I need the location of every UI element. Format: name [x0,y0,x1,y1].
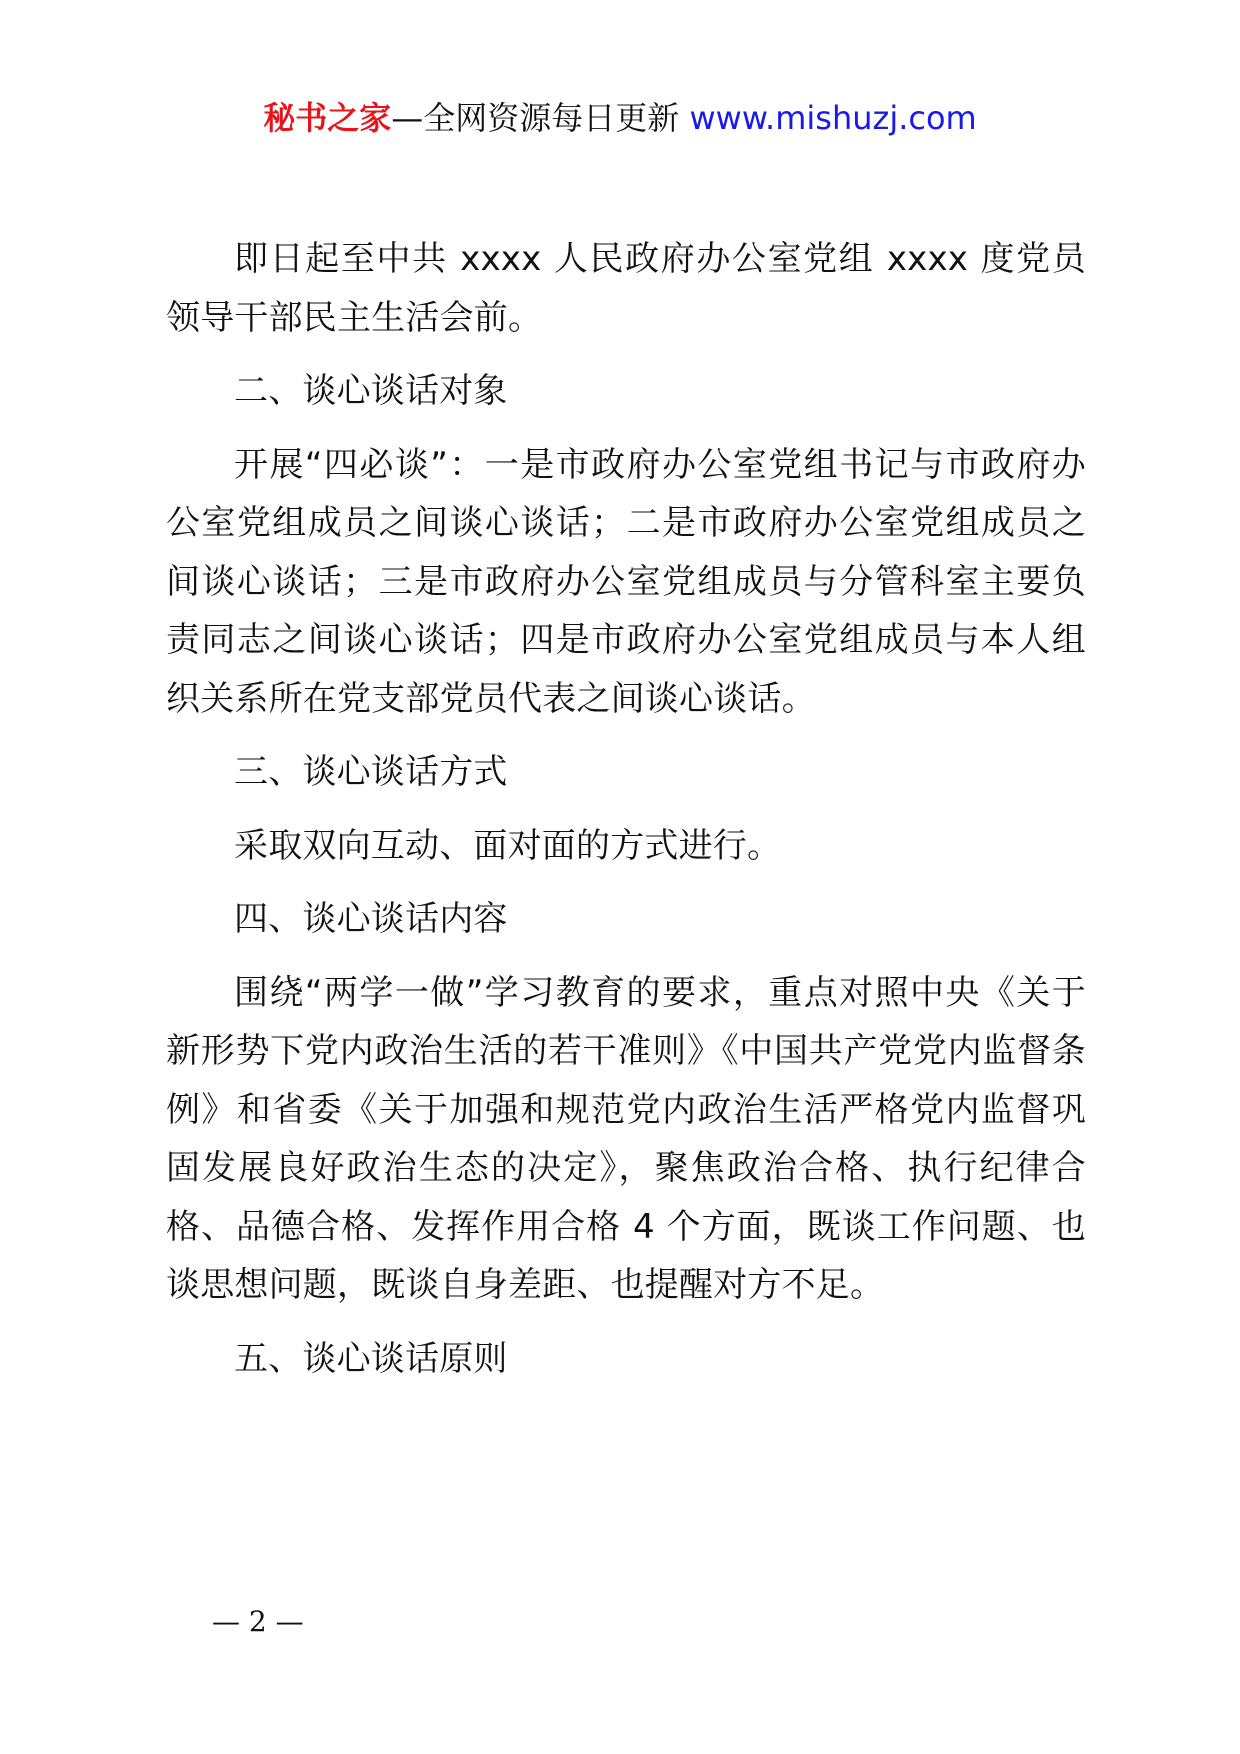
site-header [0,98,1240,138]
section-heading-5: 五、谈心谈话原则 [234,1338,508,1379]
section-heading-4: 四、谈心谈话内容 [234,899,508,939]
brand-name: 秘书之家 [263,99,392,137]
document-body [166,230,1086,1388]
paragraph-targets: 开展“四必谈”：一是市政府办公室党组书记与市政府办公室党组成员之间谈心谈话；二是市政府办公室党组成员之间谈心谈话；三是市政府办公室党组成员与分管科室主要负责同志之间谈心谈话；四是市政府办公室党组成员与本人组织关系所在党支部党员代表之间谈心谈话。 [166,444,1086,719]
section-heading-2: 二、谈心谈话对象 [234,371,508,411]
section-heading-3: 三、谈心谈话方式 [234,752,508,792]
website-url[interactable]: www.mishuzj.com [689,99,977,137]
paragraph-period: 即日起至中共 xxxx 人民政府办公室党组 xxxx 度党员领导干部民主生活会前。 [166,239,1086,338]
paragraph-method: 采取双向互动、面对面的方式进行。 [234,825,782,866]
page-number: — 2 — [212,1605,304,1638]
paragraph-content: 围绕“两学一做”学习教育的要求，重点对照中央《关于新形势下党内政治生活的若干准则》《中国共产党党内监督条例》和省委《关于加强和规范党内政治生活严格党内监督巩固发展良好政治生态的决定》，聚焦政治合格、执行纪律合格、品德合格、发挥作用合格 4 个方面，既谈工作问题、也谈思想问题，既谈自身差距、也提醒对方不足。 [166,972,1086,1305]
header-tagline: —全网资源每日更新 [391,99,680,137]
